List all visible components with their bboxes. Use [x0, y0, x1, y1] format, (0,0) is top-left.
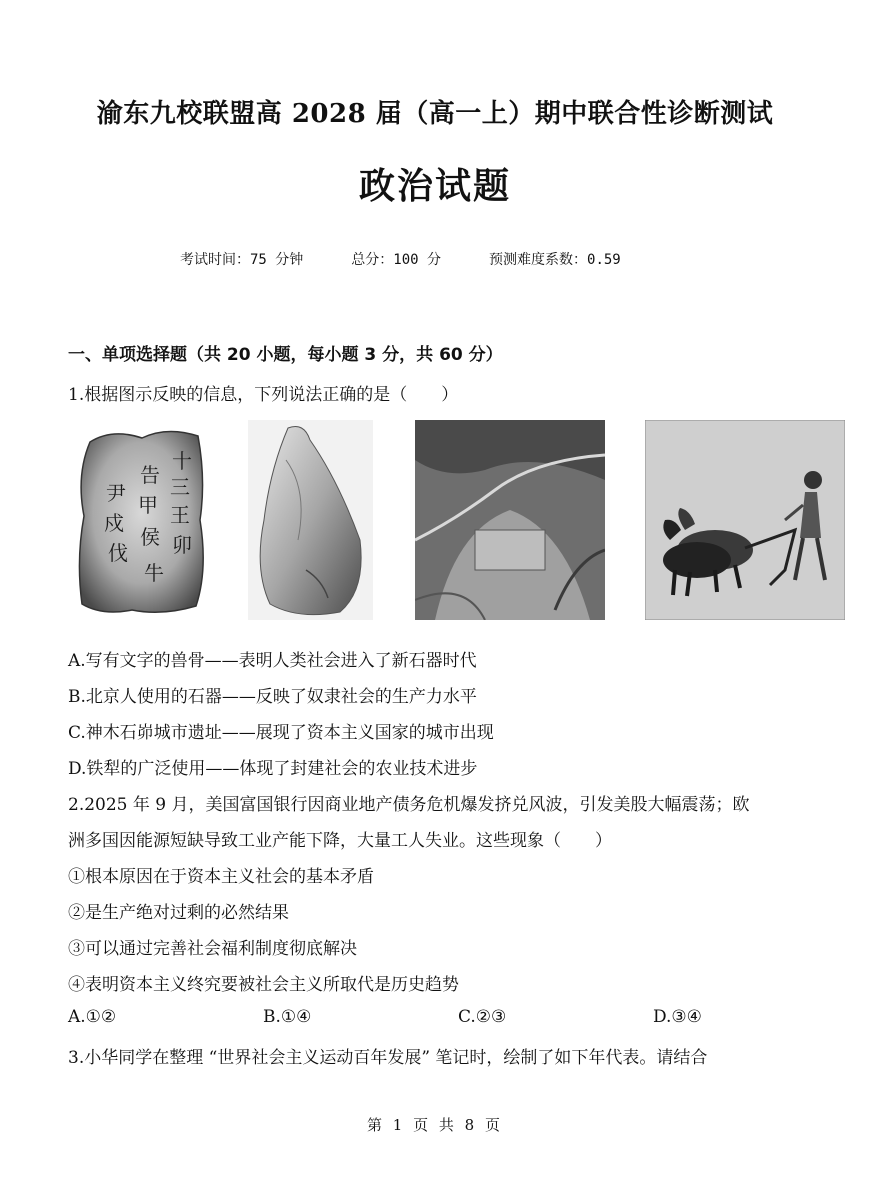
oracle-glyph: 告 [140, 463, 160, 487]
page-footer: 第 1 页 共 8 页 [367, 1116, 503, 1134]
oracle-glyph: 尹 [106, 481, 126, 505]
question-2-stem-line2: 洲多国因能源短缺导致工业产能下降，大量工人失业。这些现象（ ） [68, 831, 612, 851]
q2-item-1: ①根本原因在于资本主义社会的基本矛盾 [68, 867, 374, 887]
q2-item-4: ④表明资本主义终究要被社会主义所取代是历史趋势 [68, 975, 459, 995]
oracle-glyph: 牛 [144, 561, 164, 585]
exam-time: 考试时间：75 分钟 [180, 252, 304, 268]
q1-option-a: A.写有文字的兽骨——表明人类社会进入了新石器时代 [68, 651, 477, 671]
section-heading: 一、单项选择题（共 20 小题，每小题 3 分，共 60 分） [68, 345, 503, 365]
q2-item-3: ③可以通过完善社会福利制度彻底解决 [68, 939, 357, 959]
q2-choice-c: C.②③ [458, 1007, 507, 1027]
ox-plough-image [645, 420, 845, 620]
oracle-glyph: 戍 [104, 511, 124, 535]
oracle-glyph: 三 [170, 475, 190, 499]
q1-option-d: D.铁犁的广泛使用——体现了封建社会的农业技术进步 [68, 759, 478, 779]
q1-option-c: C.神木石峁城市遗址——展现了资本主义国家的城市出现 [68, 723, 494, 743]
oracle-bone-image [72, 420, 212, 620]
q2-choice-b: B.①④ [263, 1007, 312, 1027]
subject-title: 政治试题 [358, 165, 511, 207]
oracle-glyph: 甲 [138, 493, 158, 517]
oracle-glyph: 卯 [172, 533, 192, 557]
exam-title: 渝东九校联盟高 2028 届（高一上）期中联合性诊断测试 [96, 99, 774, 129]
question-1-stem: 1.根据图示反映的信息，下列说法正确的是（ ） [68, 385, 459, 405]
q2-item-2: ②是生产绝对过剩的必然结果 [68, 903, 289, 923]
oracle-glyph: 十 [172, 449, 192, 473]
exam-meta [180, 249, 669, 269]
oracle-glyph: 侯 [140, 525, 160, 549]
shimao-ruins-image [415, 420, 605, 620]
oracle-glyph: 伐 [108, 541, 128, 565]
exam-total-score: 总分：100 分 [351, 252, 442, 268]
q2-choice-a: A.①② [68, 1007, 117, 1027]
oracle-glyph: 王 [170, 503, 190, 527]
question-3-stem: 3.小华同学在整理 “世界社会主义运动百年发展” 笔记时，绘制了如下年代表。请结合 [68, 1048, 708, 1068]
question-2-stem-line1: 2.2025 年 9 月，美国富国银行因商业地产债务危机爆发挤兑风波，引发美股大幅震荡；欧 [68, 795, 750, 815]
q2-choice-d: D.③④ [653, 1007, 702, 1027]
q1-option-b: B.北京人使用的石器——反映了奴隶社会的生产力水平 [68, 687, 477, 707]
exam-difficulty: 预测难度系数：0.59 [489, 252, 621, 268]
stone-tool-image [248, 420, 373, 620]
